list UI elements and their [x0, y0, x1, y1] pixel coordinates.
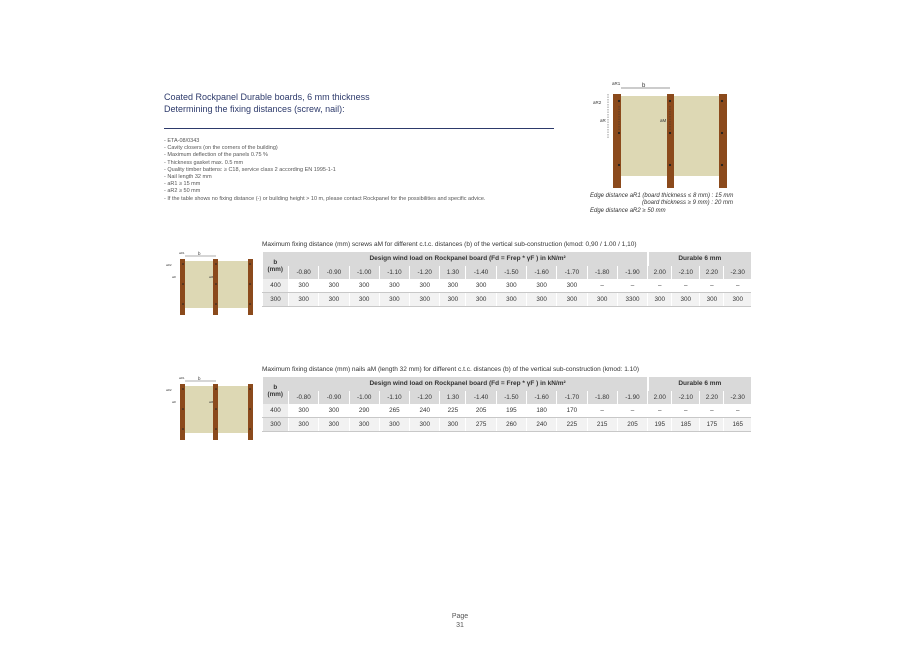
- dimension-am-label: aM: [660, 118, 667, 123]
- nail-fixing-table: [262, 377, 751, 432]
- column-header: -2.30: [724, 266, 751, 280]
- row-b-value: 400: [263, 279, 289, 293]
- dimension-b-label: b: [642, 83, 646, 89]
- column-header: -2.10: [672, 266, 700, 280]
- table-cell: –: [587, 279, 617, 293]
- table-cell: 300: [319, 404, 349, 418]
- screw-table-caption: Maximum fixing distance (mm) screws aM for different c.t.c. distances (b) of the vertical sub-construction (kmod: 0,90 / 1.00 / 1,10): [262, 241, 637, 248]
- note-item: - aR1 ≥ 15 mm: [164, 181, 201, 188]
- column-header: -1.20: [410, 391, 440, 405]
- table-cell: 300: [496, 279, 526, 293]
- table-cell: –: [617, 279, 647, 293]
- note-item: - aR2 ≥ 50 mm: [164, 188, 201, 195]
- column-header: -1.40: [466, 266, 496, 280]
- table-cell: 300: [379, 293, 409, 307]
- edge-note-2: (board thickness ≥ 9 mm) : 20 mm: [642, 200, 733, 207]
- timber-batten: [213, 259, 218, 315]
- requirements-notes: [164, 138, 485, 203]
- column-header: -1.60: [527, 391, 557, 405]
- column-header: -1.10: [379, 391, 409, 405]
- table-cell: –: [700, 404, 724, 418]
- column-header: -1.90: [617, 391, 647, 405]
- column-header: 2.00: [648, 391, 672, 405]
- table-cell: 300: [724, 293, 751, 307]
- page-label: Page: [451, 613, 469, 620]
- timber-batten: [613, 94, 621, 188]
- title-line-1: Coated Rockpanel Durable boards, 6 mm thickness: [164, 92, 370, 102]
- dimension-ar1-label: aR1: [179, 376, 185, 380]
- table-cell: 260: [496, 418, 526, 432]
- table-cell: 225: [557, 418, 587, 432]
- note-item: - Thickness gasket max. 0.5 mm: [164, 159, 244, 166]
- table-cell: 300: [349, 293, 379, 307]
- table-cell: 195: [648, 418, 672, 432]
- table-cell: 300: [289, 279, 319, 293]
- page-number: 31: [456, 622, 464, 629]
- table-cell: 185: [672, 418, 700, 432]
- column-header: -0.80: [289, 266, 319, 280]
- note-item: - Quality timber battens: ≥ C18, service class 2 according EN 1995-1-1: [164, 166, 336, 173]
- column-header: -1.40: [466, 391, 496, 405]
- dimension-am-label: aM: [209, 400, 214, 404]
- table-cell: 300: [527, 279, 557, 293]
- table-cell: 300: [648, 293, 672, 307]
- b-column-header: b (mm): [263, 252, 289, 279]
- table-cell: 300: [440, 293, 466, 307]
- column-header: 1.30: [440, 266, 466, 280]
- column-header: -2.10: [672, 391, 700, 405]
- load-columns-row: [263, 391, 752, 405]
- table-cell: –: [617, 404, 647, 418]
- column-header: -1.70: [557, 266, 587, 280]
- column-header: -1.60: [527, 266, 557, 280]
- table-cell: 300: [349, 418, 379, 432]
- edge-note-1: Edge distance aR1 (board thickness ≤ 8 mm) : 15 mm: [590, 193, 734, 199]
- page-footer: [0, 612, 920, 630]
- table-cell: –: [648, 404, 672, 418]
- note-item: - Cavity closers (on the corners of the building): [164, 145, 278, 152]
- table-row: [263, 418, 752, 432]
- table-cell: 300: [440, 279, 466, 293]
- table-cell: 300: [557, 279, 587, 293]
- table-cell: 300: [672, 293, 700, 307]
- row-b-value: 400: [263, 404, 289, 418]
- timber-batten: [180, 384, 185, 440]
- table-cell: 265: [379, 404, 409, 418]
- table-cell: 300: [379, 418, 409, 432]
- table-cell: 300: [527, 293, 557, 307]
- dimension-b-label: b: [198, 251, 201, 256]
- table-cell: 300: [319, 293, 349, 307]
- edge-distance-notes: [590, 193, 733, 215]
- table-cell: 205: [617, 418, 647, 432]
- dimension-ar-label: aR: [172, 400, 176, 404]
- table-cell: –: [672, 279, 700, 293]
- note-item: - If the table shows no fixing distance (-) or building height > 10 m, please contact Rockpanel for the possibilities and specific advice.: [164, 195, 486, 202]
- table-cell: 240: [410, 404, 440, 418]
- table-cell: 300: [466, 279, 496, 293]
- column-header: -0.80: [289, 391, 319, 405]
- title-divider: [164, 128, 554, 129]
- table-cell: 165: [724, 418, 751, 432]
- nail-table-caption: Maximum fixing distance (mm) nails aM (length 32 mm) for different c.t.c. distances (b) of the vertical sub-construction (kmod: 1.10): [262, 366, 640, 373]
- table-cell: 300: [410, 418, 440, 432]
- table-cell: 300: [289, 293, 319, 307]
- durable-header: Durable 6 mm: [648, 252, 751, 266]
- column-header: -1.00: [349, 266, 379, 280]
- table-row: [263, 293, 752, 307]
- table-cell: 300: [587, 293, 617, 307]
- table-cell: 275: [466, 418, 496, 432]
- table-cell: 300: [379, 279, 409, 293]
- table-cell: 300: [289, 404, 319, 418]
- column-header: -1.00: [349, 391, 379, 405]
- table-cell: 300: [319, 418, 349, 432]
- timber-batten: [667, 94, 674, 188]
- load-columns-row: [263, 266, 752, 280]
- column-header: 1.30: [440, 391, 466, 405]
- table-row: [263, 279, 752, 293]
- wind-load-header: Design wind load on Rockpanel board (Fd = Frep * γF ) in kN/m²: [289, 377, 648, 391]
- column-header: -1.20: [410, 266, 440, 280]
- column-header: -1.90: [617, 266, 647, 280]
- dimension-ar2-label: aR2: [593, 100, 602, 105]
- row-b-value: 300: [263, 418, 289, 432]
- table-cell: 215: [587, 418, 617, 432]
- table-cell: 300: [289, 418, 319, 432]
- column-header: -2.30: [724, 391, 751, 405]
- table-cell: 300: [319, 279, 349, 293]
- note-item: - Nail length 32 mm: [164, 174, 212, 181]
- table-cell: 3300: [617, 293, 647, 307]
- fixing-diagram-large: [588, 78, 738, 188]
- table-cell: 300: [557, 293, 587, 307]
- note-item: - ETA-08/0343: [164, 138, 200, 144]
- table-cell: 290: [349, 404, 379, 418]
- table-row: [263, 404, 752, 418]
- table-cell: 195: [496, 404, 526, 418]
- table-cell: –: [724, 279, 751, 293]
- timber-batten: [213, 384, 218, 440]
- dimension-ar2-label: aR2: [166, 263, 172, 267]
- table-cell: 300: [700, 293, 724, 307]
- table-cell: 300: [349, 279, 379, 293]
- dimension-am-label: aM: [209, 275, 214, 279]
- table-cell: –: [700, 279, 724, 293]
- table-cell: –: [648, 279, 672, 293]
- dimension-ar-label: aR: [600, 118, 606, 123]
- table-cell: –: [587, 404, 617, 418]
- column-header: -1.50: [496, 391, 526, 405]
- dimension-ar-label: aR: [172, 275, 176, 279]
- table-cell: 180: [527, 404, 557, 418]
- table-cell: 300: [440, 418, 466, 432]
- column-header: 2.20: [700, 266, 724, 280]
- screw-fixing-table: [262, 252, 751, 307]
- note-item: - Maximum deflection of the panels 0.75 %: [164, 152, 268, 159]
- timber-batten: [248, 259, 253, 315]
- table-cell: 205: [466, 404, 496, 418]
- fixing-diagram-screws: [166, 251, 256, 316]
- title-line-2: Determining the fixing distances (screw, nail):: [164, 104, 345, 114]
- timber-batten: [719, 94, 727, 188]
- table-cell: 170: [557, 404, 587, 418]
- edge-note-3: Edge distance aR2 ≥ 50 mm: [590, 207, 666, 214]
- table-cell: 300: [466, 293, 496, 307]
- column-header: -0.90: [319, 391, 349, 405]
- dimension-ar2-label: aR2: [166, 388, 172, 392]
- table-cell: 240: [527, 418, 557, 432]
- timber-batten: [180, 259, 185, 315]
- column-header: 2.00: [648, 266, 672, 280]
- durable-header: Durable 6 mm: [648, 377, 751, 391]
- column-header: -1.80: [587, 391, 617, 405]
- timber-batten: [248, 384, 253, 440]
- fixing-diagram-nails: [166, 376, 256, 441]
- table-cell: 175: [700, 418, 724, 432]
- column-header: -1.80: [587, 266, 617, 280]
- table-cell: –: [672, 404, 700, 418]
- column-header: -1.70: [557, 391, 587, 405]
- dimension-ar1-label: aR1: [179, 251, 185, 255]
- dimension-ar1-label: aR1: [612, 81, 621, 86]
- table-cell: 225: [440, 404, 466, 418]
- column-header: -1.10: [379, 266, 409, 280]
- dimension-b-label: b: [198, 376, 201, 381]
- table-cell: 300: [410, 293, 440, 307]
- column-header: 2.20: [700, 391, 724, 405]
- b-column-header: b (mm): [263, 377, 289, 404]
- table-cell: –: [724, 404, 751, 418]
- wind-load-header: Design wind load on Rockpanel board (Fd = Frep * γF ) in kN/m²: [289, 252, 648, 266]
- table-cell: 300: [410, 279, 440, 293]
- document-title: [164, 91, 370, 115]
- column-header: -0.90: [319, 266, 349, 280]
- table-cell: 300: [496, 293, 526, 307]
- row-b-value: 300: [263, 293, 289, 307]
- column-header: -1.50: [496, 266, 526, 280]
